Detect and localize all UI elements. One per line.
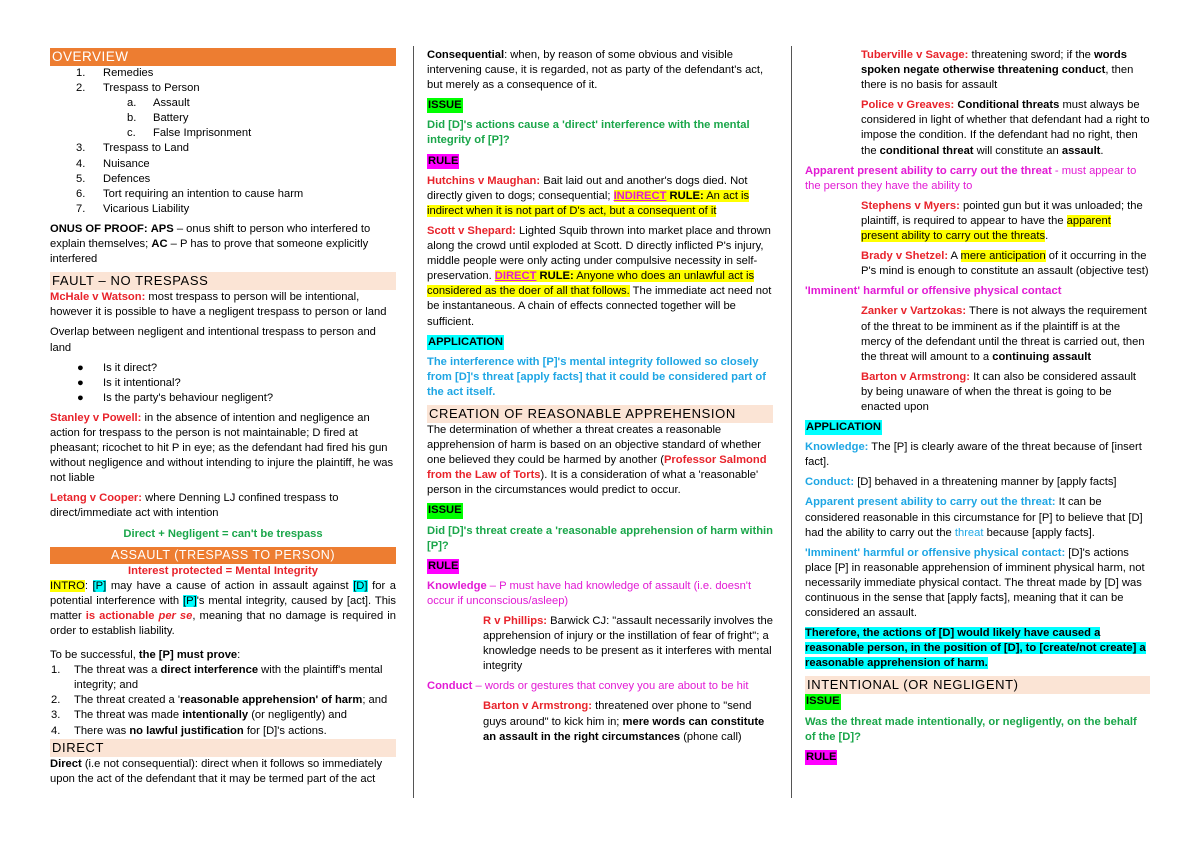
overview-list [50,66,396,217]
issue-direct: Did [D]'s actions cause a 'direct' interference with the mental integrity of [P]? [427,119,750,147]
issue-intentional: Was the threat made intentionally, or negligently, on the behalf of the [D]? [805,715,1137,743]
creation-text: The determination of whether a threat creates a reasonable apprehension of harm is based on an objective standard of whether one believed they could be harmed by another (Professor Salmond from the Law of Torts). It is a consideration of what a 'reasonable' person in the circumstances would predict to occur. [427,423,767,497]
rule-tag: RULE [427,559,459,574]
fault-bullets [50,361,396,406]
direct-negligent-rule: Direct + Negligent = can't be trespass [123,527,323,540]
prove-list [50,663,396,738]
stephens-case: Stephens v Myers: pointed gun but it was unloaded; the plaintiff, is required to appear to have the apparent present ability to carry out the threats. [861,199,1143,243]
list-item: 6. Tort requiring an intention to cause harm [76,187,304,200]
assault-heading: ASSAULT (TRESPASS TO PERSON) [50,547,396,564]
column-divider [791,46,792,798]
issue-tag: ISSUE [427,503,463,518]
issue-tag: ISSUE [427,98,463,113]
to-be-successful: To be successful, the [P] must prove: [50,649,241,662]
application-tag: APPLICATION [427,335,504,350]
issue-tag: ISSUE [805,694,841,709]
zanker-case: Zanker v Vartzokas: There is not always the requirement of the threat to be imminent as if the plaintiff is at the mercy of the defendant until the threat is carried out, then the threat will amount to a continuing assault [861,305,1147,363]
interest-protected: Interest protected = Mental Integrity [128,564,318,577]
rule-tag: RULE [427,154,459,169]
direct-heading: DIRECT [50,739,396,757]
list-item: 3. The threat was made intentionally (or negligently) and [51,709,347,722]
list-item: 4. There was no lawful justification for [D]'s actions. [51,724,327,737]
list-item: 4. Nuisance [76,157,150,170]
conduct-application: Conduct: [D] behaved in a threatening manner by [apply facts] [805,476,1117,489]
knowledge-rule: Knowledge – P must have had knowledge of assault (i.e. doesn't occur if unconscious/asleep) [427,579,752,607]
application-direct: The interference with [P]'s mental integrity followed so closely from [D]'s threat [apply facts] that it could be considered part of the act itself. [427,355,766,398]
list-item: 2. The threat created a 'reasonable apprehension' of harm; and [51,694,388,707]
application-tag: APPLICATION [805,420,882,435]
mchale-case: McHale v Watson: most trespass to person will be intentional, however it is possible to have a negligent trespass to person or land [50,291,387,319]
police-case: Police v Greaves: Conditional threats must always be considered in light of whether that defendant had a right to impose the condition. If the defendant had no right, then the conditional threat will constitute an assault. [861,99,1150,157]
apparent-application: Apparent present ability to carry out the threat: It can be considered reasonable in this circumstance for [P] to believe that [D] had the ability to carry out the threat because [apply facts]. [805,496,1143,539]
consequential-definition: Consequential: when, by reason of some obvious and visible intervening cause, it is regarded, not as party of the defendant's act, but merely as a consequence of it. [427,49,764,92]
list-item: 1. The threat was a direct interference with the plaintiff's mental integrity; and [51,664,383,692]
list-item: b. Battery [127,112,189,125]
direct-definition: Direct (i.e not consequential): direct when it follows so immediately upon the act of the defendant that it may be termed part of the act [50,757,383,785]
list-item: 3. Trespass to Land [76,142,190,155]
fault-heading: FAULT – NO TRESPASS [50,272,396,290]
list-item: a. Assault [127,97,190,110]
overlap-text: Overlap between negligent and intentional trespass to person and land [50,326,376,354]
overview-heading: OVERVIEW [50,48,396,66]
imminent-application: 'Imminent' harmful or offensive physical contact: [D]'s actions place [P] in reasonable apprehension of imminent physical harm, not necessarily immediate physical contact. The threat made by [D] was continuous in the sense that [apply facts], meaning that it can be considered an assault. [805,546,1145,620]
column-divider [413,46,414,798]
brady-case: Brady v Shetzel: A mere anticipation of it occurring in the P's mind is enough to constitute an assault (objective test) [861,250,1149,278]
letang-case: Letang v Cooper: where Denning LJ confined trespass to direct/immediate act with intention [50,492,339,520]
apparent-rule: Apparent present ability to carry out the threat - must appear to the person they have the ability to [805,164,1137,192]
list-item: ● Is the party's behaviour negligent? [77,391,274,404]
column-2 [427,48,773,745]
hutchins-case: Hutchins v Maughan: Bait laid out and another's dogs died. Not directly given to dogs; consequential; INDIRECT RULE: An act is indirect when it is not part of D's act, but a consequent of it [427,174,750,217]
list-item: c. False Imprisonment [127,127,252,140]
stanley-case: Stanley v Powell: in the absence of intention and negligence an action for trespass to the person is not maintainable; D fired at pheasant; ricochet to hit P in eye; as the defendant had fired his gun without negligence and without intending to injure the plaintiff, he was not liable [50,411,394,485]
conduct-rule: Conduct – words or gestures that convey you are about to be hit [427,680,749,693]
scott-case: Scott v Shepard: Lighted Squib thrown into market place and thrown along the crowd until exploded at Scott. D directly inflicted P's injury, middle people were only acting under compulsive necessity in self-preservation. DIRECT RULE: Anyone who does an unlawful act is considered as the doer of all that follows. The immediate act need not be instantaneous. A chain of effects connected together will be sufficient. [427,224,772,328]
list-item: 2. Trespass to Person [76,82,200,95]
list-item: 7. Vicarious Liability [76,202,190,215]
column-3 [805,48,1150,765]
barton-case: Barton v Armstrong: threatened over phone to "send guys around" to kick him in; mere words can constitute an assault in the right circumstances (phone call) [483,700,765,743]
list-item: 1. Remedies [76,67,154,79]
intro-paragraph: INTRO: [P] may have a cause of action in assault against [D] for a potential interference with [P]'s mental integrity, caused by [act]. This matter is actionable per se, meaning that no damage is required in order to establish liability. [50,579,396,637]
list-item: 5. Defences [76,172,151,185]
barton-case: Barton v Armstrong: It can also be considered assault by being unaware of when the threat is going to be enacted upon [861,370,1137,413]
intentional-heading: INTENTIONAL (OR NEGLIGENT) [805,676,1150,694]
therefore-conclusion: Therefore, the actions of [D] would likely have caused a reasonable person, in the position of [D], to [create/not create] a reasonable apprehension of harm. [805,627,1146,670]
phillips-case: R v Phillips: Barwick CJ: "assault necessarily involves the apprehension of injury or the instillation of fear of fright"; a knowledge needs to be present as it interferes with mental integrity [483,615,773,673]
issue-apprehension: Did [D]'s threat create a 'reasonable apprehension of harm within [P]? [427,524,773,552]
rule-tag: RULE [805,750,837,765]
imminent-rule: 'Imminent' harmful or offensive physical contact [805,285,1062,298]
list-item: ● Is it intentional? [77,376,181,389]
onus-of-proof: ONUS OF PROOF: APS – onus shift to person who interfered to explain themselves; AC – P has to prove that someone explicitly interfered [50,222,371,266]
column-1 [50,48,396,787]
tuberville-case: Tuberville v Savage: threatening sword; if the words spoken negate otherwise threatening conduct, then there is no basis for assault [861,49,1134,92]
list-item: ● Is it direct? [77,361,158,374]
knowledge-application: Knowledge: The [P] is clearly aware of the threat because of [insert fact]. [805,441,1142,469]
creation-heading: CREATION OF REASONABLE APPREHENSION [427,405,773,423]
